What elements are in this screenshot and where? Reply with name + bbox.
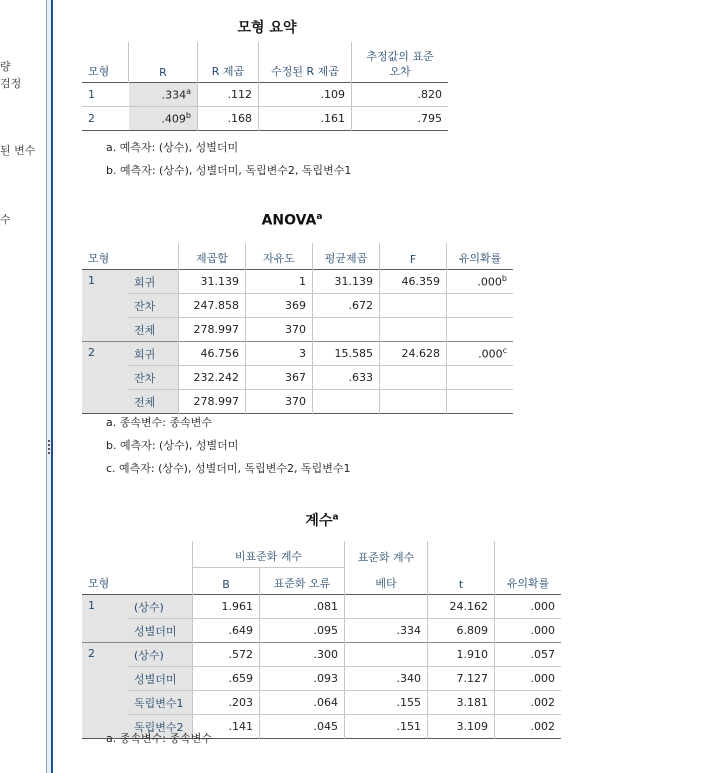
col-header: 제곱합 <box>179 243 246 270</box>
outline-item[interactable]: 된 변수 <box>0 144 36 157</box>
model-summary-title: 모형 요약 <box>237 20 297 36</box>
col-group-header: 비표준화 계수 <box>193 541 345 568</box>
col-header: R 제곱 <box>198 42 259 82</box>
table-row: 전체 278.997 370 <box>82 390 513 414</box>
col-header: F <box>380 243 447 270</box>
col-group-header: 표준화 계수 <box>345 541 428 568</box>
col-header: 베타 <box>345 568 428 595</box>
col-header: 추정값의 표준 오차 <box>352 42 449 82</box>
footnote: a. 종속변수: 종속변수 <box>106 416 212 429</box>
splitter-grip-icon[interactable] <box>48 440 50 456</box>
col-header: 표준화 오류 <box>260 568 345 595</box>
table-row: 2 (상수) .572 .300 1.910 .057 <box>82 643 561 667</box>
outline-item[interactable]: 검정 <box>0 77 22 90</box>
footnote: b. 예측자: (상수), 성별더미 <box>106 439 239 452</box>
outline-item[interactable]: 수 <box>0 213 11 226</box>
table-row: 1 (상수) 1.961 .081 24.162 .000 <box>82 595 561 619</box>
table-row: 1 .334$^a$ .112 .109 .820 <box>82 82 448 106</box>
col-header: 모형 <box>88 252 110 265</box>
output-viewer <box>52 0 707 773</box>
model-summary-table[interactable] <box>82 42 448 131</box>
table-row: 2 회귀 46.756 3 15.585 24.628 .000$^c$ <box>82 342 513 366</box>
table-row: 독립변수1 .203 .064 .155 3.181 .002 <box>82 691 561 715</box>
outline-pane <box>0 0 46 773</box>
col-header: t <box>428 568 495 595</box>
col-header: 수정된 R 제곱 <box>259 42 352 82</box>
col-header: B <box>193 568 260 595</box>
col-header: 모형 <box>88 64 110 78</box>
outline-item[interactable]: 량 <box>0 60 11 73</box>
coef-table[interactable] <box>82 541 561 739</box>
footnote: b. 예측자: (상수), 성별더미, 독립변수2, 독립변수1 <box>106 164 352 177</box>
footnote: a. 예측자: (상수), 성별더미 <box>106 141 239 154</box>
coef-title: 계수$^a$ <box>305 512 339 529</box>
table-row: 잔차 247.858 369 .672 <box>82 294 513 318</box>
col-header: 유의확률 <box>447 243 514 270</box>
table-row: 성별더미 .649 .095 .334 6.809 .000 <box>82 619 561 643</box>
footnote: c. 예측자: (상수), 성별더미, 독립변수2, 독립변수1 <box>106 462 351 475</box>
table-row: 독립변수2 .141 .045 .151 3.109 .002 <box>82 715 561 739</box>
table-row: 1 회귀 31.139 1 31.139 46.359 .000$^b$ <box>82 270 513 294</box>
table-row: 성별더미 .659 .093 .340 7.127 .000 <box>82 667 561 691</box>
col-header: 자유도 <box>246 243 313 270</box>
anova-table[interactable] <box>82 243 513 414</box>
col-header: 모형 <box>88 577 110 590</box>
footnote: a. 종속변수: 종속변수 <box>106 732 212 745</box>
col-header: R <box>129 42 198 82</box>
anova-title: ANOVA$^a$ <box>261 212 323 229</box>
col-header: 평균제곱 <box>313 243 380 270</box>
table-row: 잔차 232.242 367 .633 <box>82 366 513 390</box>
table-row: 2 .409$^b$ .168 .161 .795 <box>82 106 448 130</box>
table-row: 전체 278.997 370 <box>82 318 513 342</box>
col-header: 유의확률 <box>495 568 562 595</box>
